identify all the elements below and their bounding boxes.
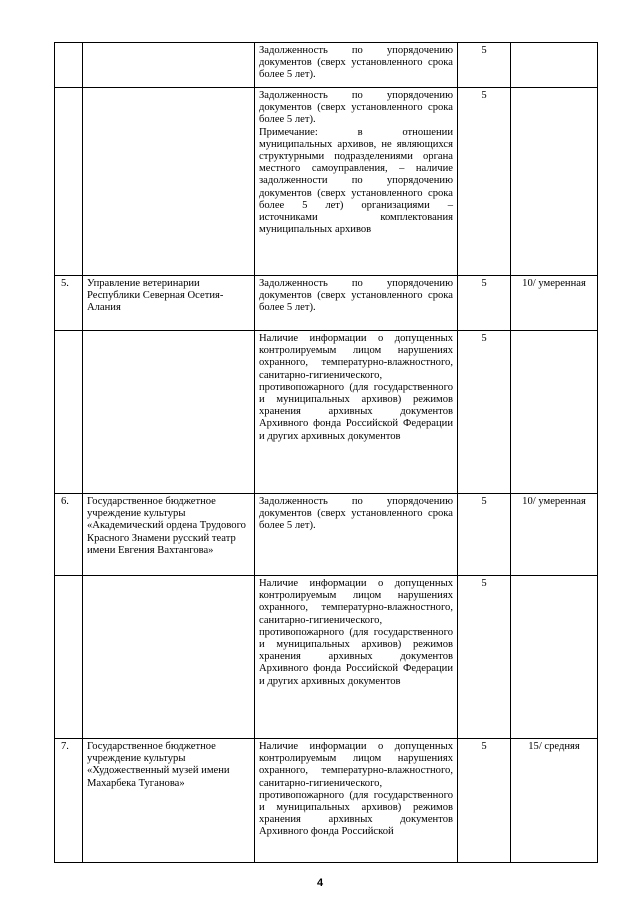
row-number — [55, 43, 83, 88]
page-number: 4 — [316, 877, 324, 889]
score-value: 5 — [458, 494, 511, 576]
criterion-cell — [255, 88, 458, 276]
risk-category — [511, 331, 598, 494]
criterion-note: Примечание: в отношении муниципальных архивов, не являющихся структурными подразделениями органа местного самоуправления, – наличие задолженности по упорядочению документов (сверх установленного срока более 5 лет) организациями – источниками комплектования муниципальных архивов — [259, 126, 453, 236]
risk-category — [511, 576, 598, 739]
score-value: 5 — [458, 43, 511, 88]
table-row — [55, 576, 598, 739]
criterion-text: Наличие информации о допущенных контролируемым лицом нарушениях охранного, температурно-влажностного, санитарно-гигиенического, противопожарного (для государственного и муниципальных архивов) режимов хранения архивных документов Архивного фонда Российской — [255, 739, 458, 863]
row-number: 5. — [55, 276, 83, 331]
organization-name: Государственное бюджетное учреждение культуры «Академический ордена Трудового Красного Знамени русский театр имени Евгения Вахтангова» — [83, 494, 255, 576]
table-row — [55, 494, 598, 576]
row-number — [55, 88, 83, 276]
row-number — [55, 576, 83, 739]
criterion-text: Задолженность по упорядочению документов (сверх установленного срока более 5 лет). — [255, 276, 458, 331]
organization-name: Управление ветеринарии Республики Северная Осетия-Алания — [83, 276, 255, 331]
row-number — [55, 331, 83, 494]
criterion-text: Задолженность по упорядочению документов (сверх установленного срока более 5 лет). — [255, 494, 458, 576]
criterion-text: Задолженность по упорядочению документов (сверх установленного срока более 5 лет). — [255, 43, 458, 88]
organization-name — [83, 576, 255, 739]
table-row — [55, 276, 598, 331]
risk-table — [54, 42, 598, 863]
score-value: 5 — [458, 331, 511, 494]
row-number: 7. — [55, 739, 83, 863]
risk-category — [511, 88, 598, 276]
organization-name — [83, 43, 255, 88]
row-number: 6. — [55, 494, 83, 576]
table-row — [55, 88, 598, 276]
score-value: 5 — [458, 576, 511, 739]
criterion-text: Наличие информации о допущенных контролируемым лицом нарушениях охранного, температурно-влажностного, санитарно-гигиенического, противопожарного (для государственного и муниципальных архивов) режимов хранения архивных документов Архивного фонда Российской Федерации и других архивных документов — [255, 576, 458, 739]
table-row — [55, 739, 598, 863]
table-row — [55, 331, 598, 494]
criterion-text: Задолженность по упорядочению документов (сверх установленного срока более 5 лет). — [259, 90, 453, 126]
organization-name: Государственное бюджетное учреждение культуры «Художественный музей имени Махарбека Туганова» — [83, 739, 255, 863]
score-value: 5 — [458, 739, 511, 863]
risk-category — [511, 43, 598, 88]
score-value: 5 — [458, 88, 511, 276]
risk-category: 10/ умеренная — [511, 276, 598, 331]
risk-category: 15/ средняя — [511, 739, 598, 863]
organization-name — [83, 331, 255, 494]
organization-name — [83, 88, 255, 276]
score-value: 5 — [458, 276, 511, 331]
table-row — [55, 43, 598, 88]
criterion-text: Наличие информации о допущенных контролируемым лицом нарушениях охранного, температурно-влажностного, санитарно-гигиенического, противопожарного (для государственного и муниципальных архивов) режимов хранения архивных документов Архивного фонда Российской Федерации и других архивных документов — [255, 331, 458, 494]
risk-category: 10/ умеренная — [511, 494, 598, 576]
